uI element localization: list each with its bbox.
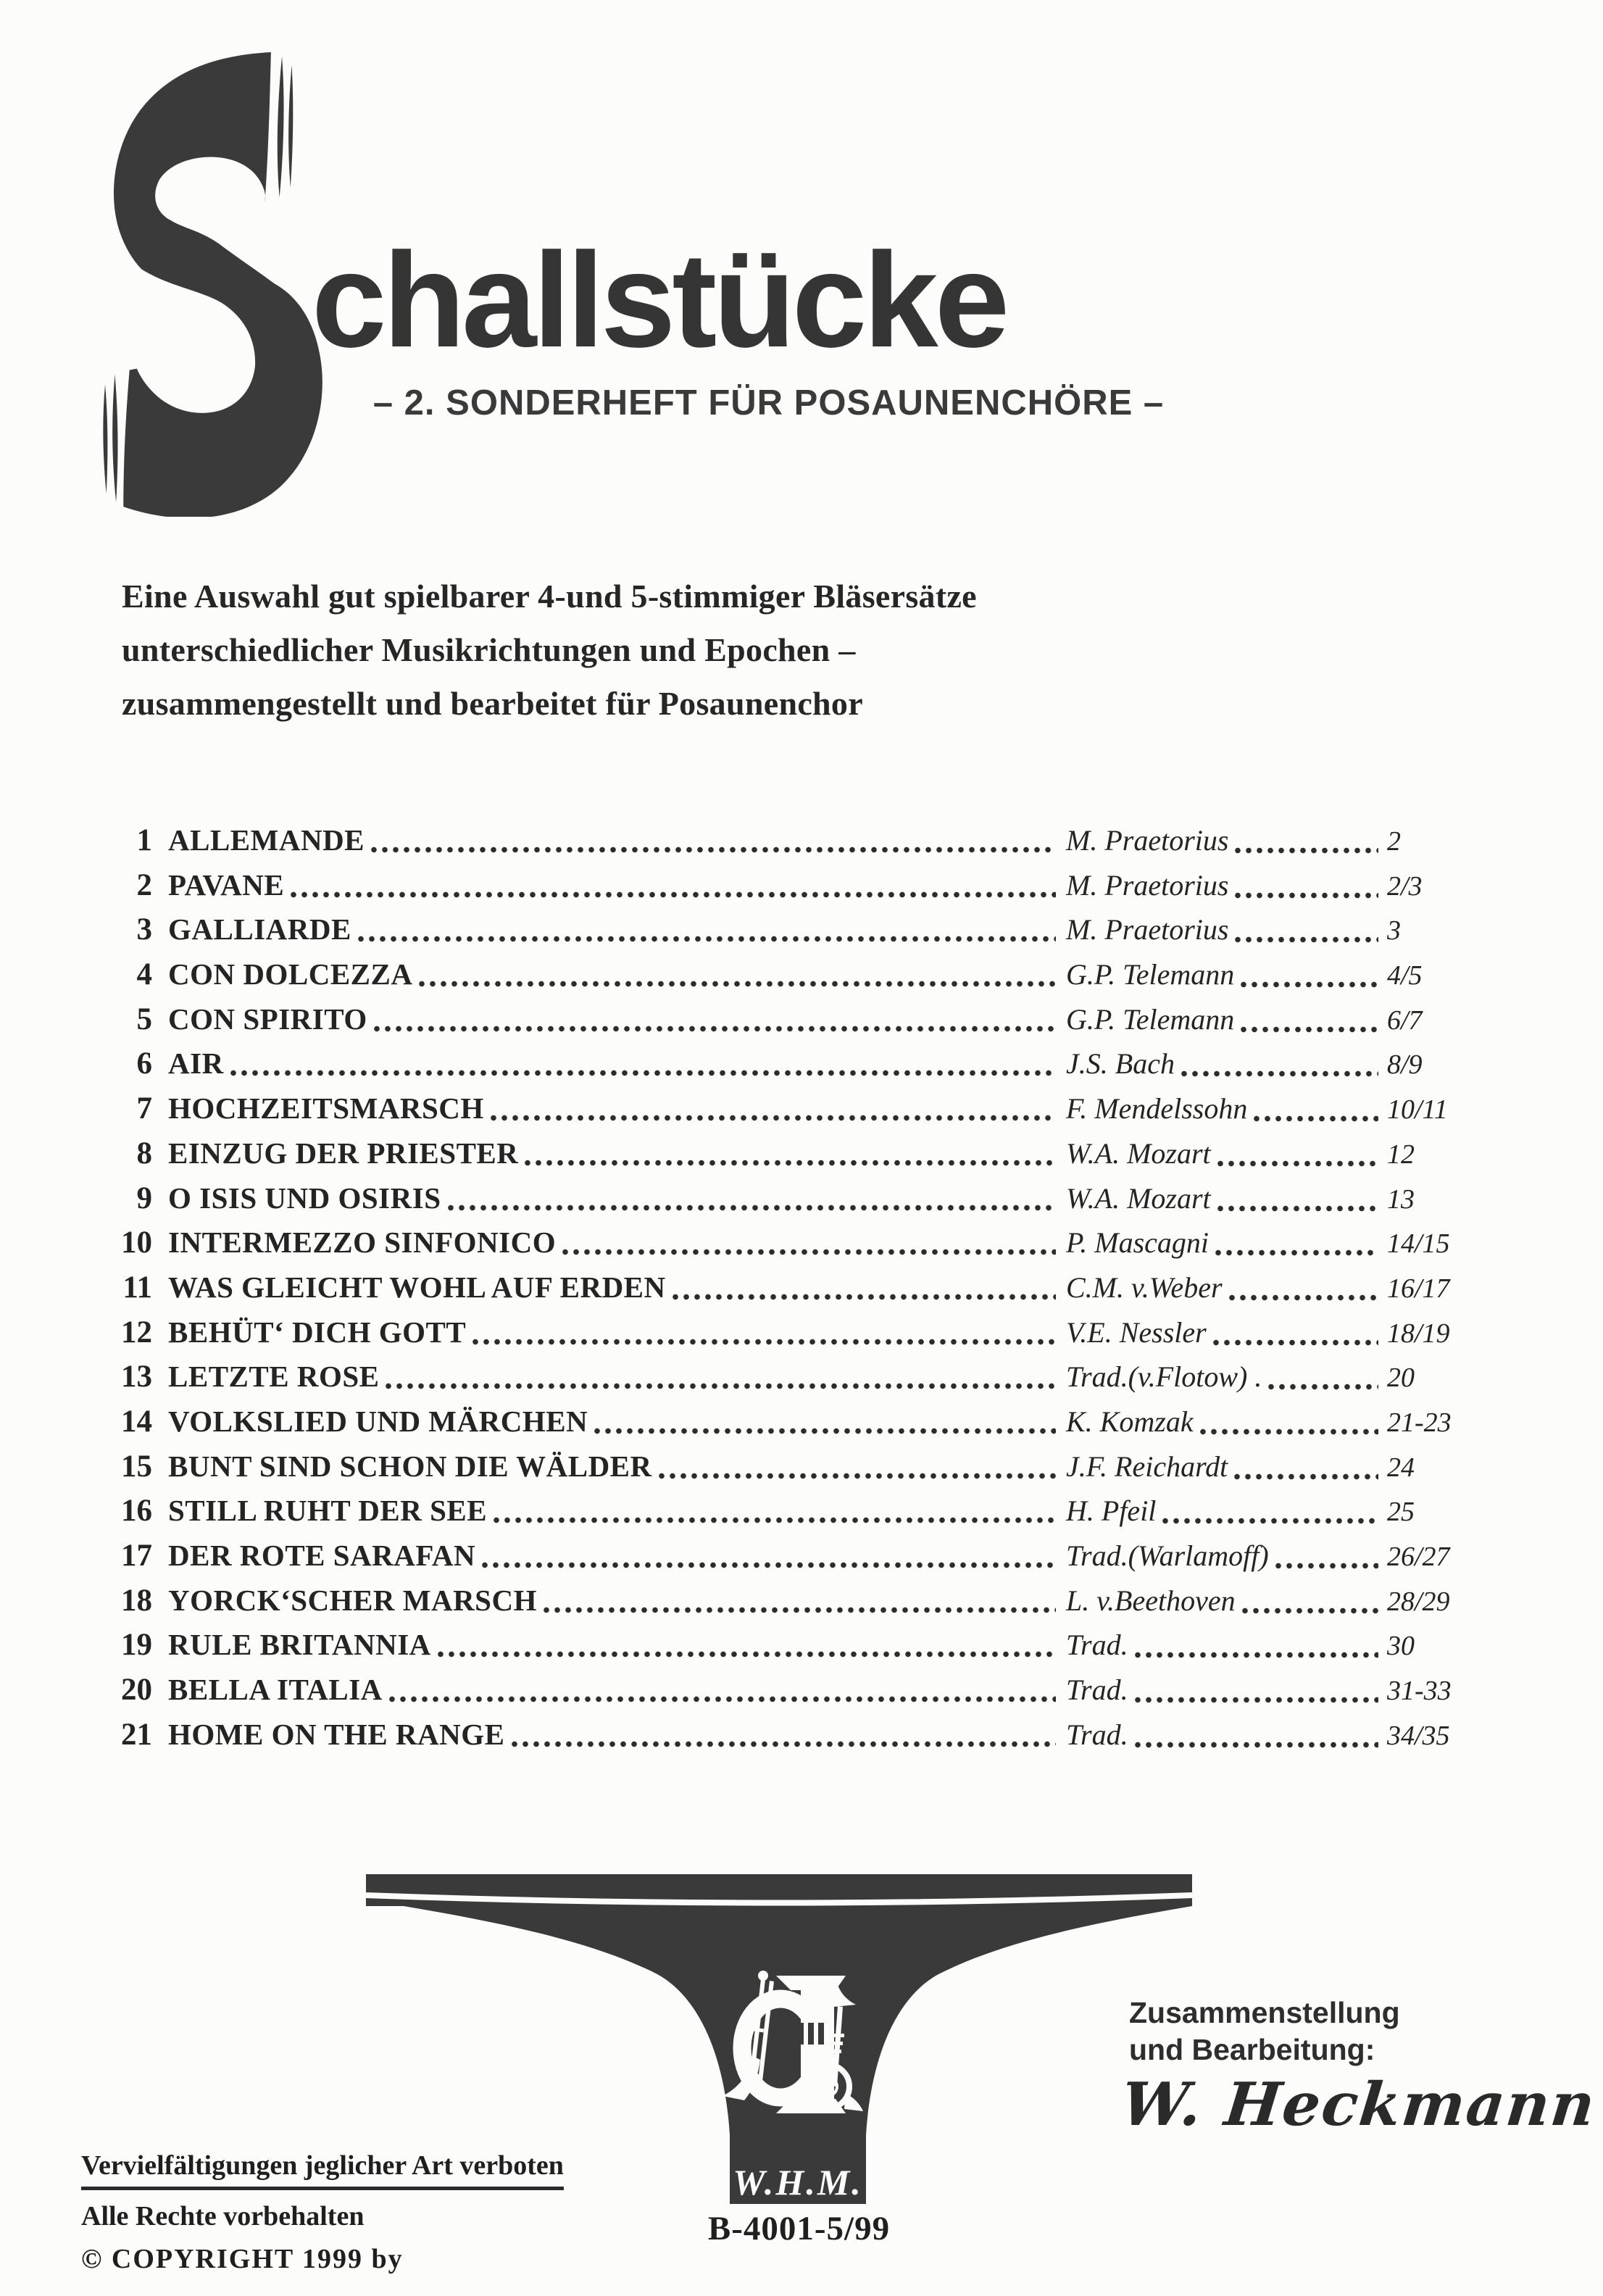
toc-row (109, 1449, 1473, 1494)
toc-item-title: BEHÜT‘ DICH GOTT (168, 1315, 467, 1349)
dot-leader (1235, 847, 1378, 854)
toc-item-composer: Trad.(v.Flotow) . (1066, 1360, 1262, 1394)
toc-item-composer: M. Praetorius (1066, 913, 1229, 947)
dot-leader (1242, 1607, 1378, 1614)
toc-item-composer: Trad. (1066, 1718, 1128, 1751)
dot-leader (1241, 981, 1378, 988)
toc-composer-cell (1060, 1002, 1383, 1036)
toc-item-pages: 34/35 (1387, 1720, 1450, 1751)
toc-composer-cell (1060, 1718, 1383, 1752)
credits-block (1129, 1995, 1400, 2068)
toc-item-title: HOME ON THE RANGE (168, 1717, 505, 1751)
toc-item-composer: W.A. Mozart (1066, 1136, 1211, 1170)
toc-row (109, 957, 1473, 1002)
toc-item-pages: 26/27 (1387, 1542, 1450, 1572)
dot-leader (1217, 1205, 1378, 1212)
toc-composer-cell (1060, 1136, 1383, 1170)
plate-number: B-4001-5/99 (707, 2210, 891, 2247)
toc-item-title: BELLA ITALIA (168, 1673, 383, 1707)
dot-leader (419, 981, 1056, 987)
intro-paragraph (122, 570, 977, 731)
dot-leader (594, 1428, 1056, 1434)
copy-protection-notice: Vervielfältigungen jeglicher Art verboten (81, 2150, 564, 2190)
intro-line-1: Eine Auswahl gut spielbarer 4-und 5-stimmiger Bläsersätze (122, 578, 977, 615)
toc-item-title: O ISIS UND OSIRIS (168, 1181, 441, 1215)
toc-composer-cell (1060, 823, 1383, 857)
dot-leader (1181, 1070, 1378, 1077)
toc-item-pages: 13 (1387, 1184, 1415, 1215)
rights-reserved-notice: Alle Rechte vorbehalten (81, 2201, 365, 2231)
toc-item-composer: C.M. v.Weber (1066, 1270, 1223, 1304)
page-subtitle: – 2. SONDERHEFT FÜR POSAUNENCHÖRE – (372, 383, 1165, 423)
toc-item-composer: M. Praetorius (1066, 868, 1229, 902)
dot-leader (448, 1205, 1057, 1211)
toc-item-title: DER ROTE SARAFAN (168, 1539, 476, 1572)
dot-leader (1135, 1697, 1378, 1703)
dot-leader (1229, 1294, 1378, 1301)
toc-item-pages: 18/19 (1387, 1318, 1450, 1349)
toc-row (109, 1538, 1473, 1583)
toc-row (109, 1359, 1473, 1404)
toc-item-pages: 30 (1387, 1631, 1415, 1662)
toc-item-number: 4 (136, 957, 152, 992)
toc-composer-cell (1060, 1270, 1383, 1305)
toc-item-title: PAVANE (168, 868, 285, 902)
toc-item-number: 16 (121, 1494, 152, 1528)
toc-item-pages: 2 (1387, 826, 1401, 857)
page-title: challstücke (312, 225, 1007, 375)
toc-item-title: BUNT SIND SCHON DIE WÄLDER (168, 1449, 652, 1483)
toc-item-pages: 25 (1387, 1497, 1415, 1528)
dot-leader (1268, 1384, 1378, 1390)
toc-item-number: 9 (136, 1181, 152, 1215)
toc-row (109, 1717, 1473, 1762)
toc-item-title: YORCK‘SCHER MARSCH (168, 1583, 537, 1617)
toc-item-number: 13 (121, 1360, 152, 1394)
toc-item-number: 17 (121, 1539, 152, 1573)
toc-item-title: CON SPIRITO (168, 1002, 367, 1036)
dot-leader (1275, 1563, 1378, 1569)
toc-composer-cell (1060, 957, 1383, 991)
toc-item-pages: 10/11 (1387, 1094, 1448, 1126)
toc-item-pages: 3 (1387, 915, 1401, 947)
toc-item-number: 19 (121, 1628, 152, 1663)
toc-item-number: 2 (136, 868, 152, 902)
credits-label-line-2: und Bearbeitung: (1129, 2033, 1375, 2066)
toc-item-pages: 4/5 (1387, 960, 1423, 991)
toc-item-number: 5 (136, 1002, 152, 1036)
toc-row (109, 1270, 1473, 1315)
toc-row (109, 1181, 1473, 1226)
toc-row (109, 868, 1473, 912)
toc-composer-cell (1060, 1673, 1383, 1707)
dot-leader (659, 1473, 1056, 1479)
toc-item-composer: F. Mendelssohn (1066, 1092, 1248, 1126)
toc-item-title: HOCHZEITSMARSCH (168, 1091, 484, 1126)
toc-item-number: 20 (121, 1673, 152, 1708)
toc-item-composer: J.S. Bach (1066, 1047, 1175, 1081)
toc-item-number: 10 (121, 1226, 152, 1260)
toc-item-number: 3 (136, 912, 152, 947)
toc-item-composer: K. Komzak (1066, 1405, 1194, 1438)
toc-item-pages: 2/3 (1387, 870, 1423, 902)
editor-signature: W. Heckmann (1117, 2070, 1599, 2139)
toc-item-number: 14 (121, 1404, 152, 1439)
toc-item-pages: 8/9 (1387, 1049, 1423, 1081)
dot-leader (1235, 936, 1378, 943)
toc-item-title: RULE BRITANNIA (168, 1628, 431, 1662)
toc-item-title: EINZUG DER PRIESTER (168, 1136, 519, 1170)
toc-item-title: STILL RUHT DER SEE (168, 1494, 488, 1528)
toc-composer-cell (1060, 1494, 1383, 1528)
toc-composer-cell (1060, 1449, 1383, 1484)
toc-row (109, 1002, 1473, 1047)
toc-row (109, 1136, 1473, 1181)
toc-composer-cell (1060, 1315, 1383, 1349)
toc-item-pages: 31-33 (1387, 1676, 1452, 1707)
toc-item-pages: 16/17 (1387, 1273, 1450, 1304)
toc-row (109, 1046, 1473, 1091)
toc-row (109, 1493, 1473, 1538)
publisher-monogram: W.H.M. (733, 2162, 863, 2203)
dot-leader (1235, 892, 1378, 899)
dot-leader (1215, 1249, 1378, 1256)
toc-item-composer: G.P. Telemann (1066, 1002, 1235, 1036)
toc-item-composer: M. Praetorius (1066, 824, 1229, 857)
toc-composer-cell (1060, 1181, 1383, 1215)
toc-row (109, 823, 1473, 868)
dot-leader (1234, 1473, 1378, 1480)
toc-item-composer: Trad. (1066, 1673, 1128, 1707)
toc-item-number: 15 (121, 1449, 152, 1484)
dot-leader (1241, 1026, 1378, 1033)
s-bell-accent-bottom (112, 375, 117, 503)
toc-item-title: CON DOLCEZZA (168, 957, 413, 991)
dot-leader (389, 1696, 1056, 1702)
toc-item-pages: 21-23 (1387, 1407, 1452, 1438)
toc-composer-cell (1060, 1360, 1383, 1394)
toc-item-title: VOLKSLIED UND MÄRCHEN (168, 1404, 588, 1438)
toc-composer-cell (1060, 1405, 1383, 1439)
dot-leader (472, 1339, 1056, 1345)
dot-leader (1217, 1160, 1378, 1167)
copyright-line: © COPYRIGHT 1999 by (81, 2244, 404, 2274)
toc-row (109, 1672, 1473, 1717)
dot-leader (371, 847, 1056, 853)
toc-item-number: 12 (121, 1315, 152, 1349)
toc-item-composer: P. Mascagni (1066, 1226, 1209, 1260)
dot-leader (358, 936, 1056, 942)
toc-item-number: 1 (136, 823, 152, 857)
copyright-block (81, 2150, 564, 2275)
schallstueck-s-logo (78, 49, 328, 517)
toc-composer-cell (1060, 912, 1383, 947)
dot-leader (1213, 1339, 1378, 1346)
toc-item-composer: G.P. Telemann (1066, 958, 1235, 991)
toc-composer-cell (1060, 1539, 1383, 1573)
toc-item-number: 11 (122, 1270, 152, 1305)
toc-composer-cell (1060, 1091, 1383, 1126)
toc-list (109, 823, 1473, 1761)
dot-leader (491, 1115, 1056, 1121)
dot-leader (562, 1249, 1056, 1255)
dot-leader (1254, 1115, 1378, 1122)
toc-item-pages: 20 (1387, 1363, 1415, 1394)
toc-item-pages: 12 (1387, 1139, 1415, 1170)
dot-leader (482, 1562, 1056, 1568)
toc-item-number: 7 (136, 1091, 152, 1126)
toc-item-pages: 14/15 (1387, 1228, 1450, 1260)
dot-leader (1135, 1652, 1378, 1658)
dot-leader (673, 1294, 1056, 1300)
toc-item-title: AIR (168, 1047, 224, 1081)
dot-leader (386, 1383, 1056, 1389)
toc-item-title: WAS GLEICHT WOHL AUF ERDEN (168, 1270, 666, 1304)
credits-label-line-1: Zusammenstellung (1129, 1996, 1400, 2029)
dot-leader (1200, 1428, 1378, 1435)
intro-line-2: unterschiedlicher Musikrichtungen und Epochen – (122, 631, 856, 668)
dot-leader (512, 1741, 1057, 1747)
toc-item-title: INTERMEZZO SINFONICO (168, 1226, 557, 1260)
toc-item-title: ALLEMANDE (168, 823, 365, 857)
dot-leader (230, 1070, 1056, 1076)
dot-leader (544, 1607, 1056, 1613)
toc-composer-cell (1060, 1584, 1383, 1618)
s-bell-accent-bottom-thin (103, 384, 107, 494)
toc-composer-cell (1060, 1226, 1383, 1260)
toc-item-number: 21 (121, 1717, 152, 1752)
dot-leader (291, 891, 1056, 898)
toc-item-composer: Trad. (1066, 1629, 1128, 1662)
toc-row (109, 1225, 1473, 1270)
s-bell-accent-top (278, 57, 284, 197)
toc-item-pages: 24 (1387, 1452, 1415, 1483)
toc-row (109, 1583, 1473, 1628)
intro-line-3: zusammengestellt und bearbeitet für Posaunenchor (122, 685, 863, 722)
toc-item-composer: Trad.(Warlamoff) (1066, 1539, 1269, 1572)
toc-item-composer: V.E. Nessler (1066, 1315, 1207, 1349)
toc-row (109, 1315, 1473, 1360)
dot-leader (374, 1026, 1056, 1032)
dot-leader (525, 1160, 1056, 1166)
toc-row (109, 1404, 1473, 1449)
toc-row (109, 912, 1473, 957)
toc-item-title: GALLIARDE (168, 912, 351, 947)
dot-leader (494, 1517, 1056, 1523)
toc-item-composer: L. v.Beethoven (1066, 1584, 1236, 1617)
toc-composer-cell (1060, 1047, 1383, 1081)
dot-leader (438, 1651, 1056, 1657)
dot-leader (1162, 1518, 1378, 1524)
toc-item-composer: J.F. Reichardt (1066, 1449, 1228, 1483)
s-bell-accent-top-thin (288, 65, 293, 188)
toc-item-number: 18 (121, 1583, 152, 1618)
toc-composer-cell (1060, 1628, 1383, 1662)
toc-item-composer: W.A. Mozart (1066, 1181, 1211, 1215)
toc-item-title: LETZTE ROSE (168, 1360, 380, 1394)
toc-item-number: 8 (136, 1136, 152, 1170)
toc-item-number: 6 (136, 1047, 152, 1081)
dot-leader (1135, 1742, 1378, 1748)
toc-row (109, 1627, 1473, 1672)
toc-item-pages: 6/7 (1387, 1004, 1423, 1036)
toc-item-composer: H. Pfeil (1066, 1494, 1157, 1528)
toc-composer-cell (1060, 868, 1383, 902)
toc-row (109, 1091, 1473, 1136)
toc-item-pages: 28/29 (1387, 1586, 1450, 1617)
